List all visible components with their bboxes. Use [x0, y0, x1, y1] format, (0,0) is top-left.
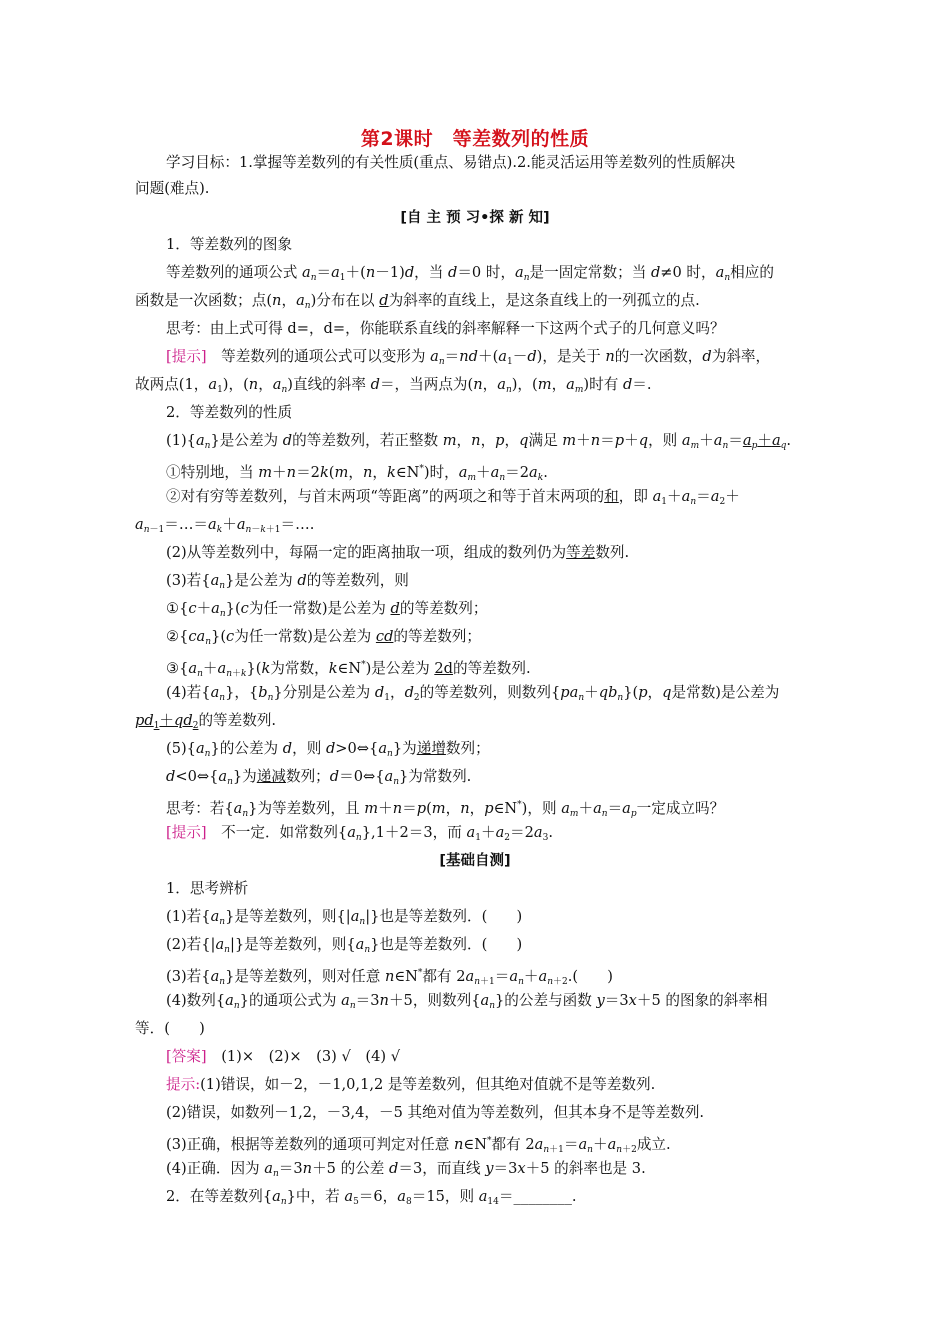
question-item: (3)若$\{a_n\}$是等差数列，则对任意 n∈N*都有 $2a_{n+1}=a_n+a_{n+2}$.( ) [166, 968, 613, 987]
paragraph: (2)从等差数列中，每隔一定的距离抽取一项，组成的数列仍为等差数列. [166, 544, 630, 561]
hint-tag: [提示] [166, 348, 207, 365]
underlined-fill: 2d [434, 660, 453, 677]
question-item: (2)若$\{|a_n|\}$是等差数列，则$\{a_n\}$也是等差数列．( ) [166, 936, 523, 955]
answer-blank[interactable]: ________. [513, 1188, 577, 1205]
hint-tag: [提示] [166, 824, 207, 841]
paragraph: (2)错误，如数列－1,2，－3,4，－5 其绝对值为等差数列，但其本身不是等差数列. [166, 1104, 705, 1121]
paragraph: (3)正确，根据等差数列的通项可判定对任意 n∈N*都有 $2a_{n+1}=a_n+a_{n+2}$成立. [166, 1136, 671, 1155]
paragraph: $(5)\{a_n\}$的公差为 d，则 $d>0\Leftrightarrow\{a_n\}$为递增数列； [166, 740, 490, 759]
think-question-1: 思考：由上式可得 d=，d=，你能联系直线的斜率解释一下这两个式子的几何意义吗？ [166, 320, 725, 337]
paragraph: 函数是一次函数；点(n，$a_n$)分布在以 d为斜率的直线上，是这条直线上的一列孤立的点. [135, 292, 700, 311]
objectives-line-1: 学习目标：1.掌握等差数列的有关性质(重点、易错点).2.能灵活运用等差数列的性质解决 [166, 154, 736, 171]
answer-line: [答案] (1)× (2)× (3) √ (4) √ [166, 1048, 400, 1065]
hint-paragraph: [提示] 等差数列的通项公式可以变形为 $a_n=nd+(a_1-d)$，是关于 n的一次函数，d为斜率， [166, 348, 771, 367]
paragraph: ①特别地，当 m＋n＝2k(m，n，k∈N*)时，$a_m+a_n=2a_k$. [166, 464, 548, 483]
paragraph: (4)正确．因为 $a_n=3n+5$ 的公差 d＝3，而直线 y＝3x＋5 的斜率也是 3. [166, 1160, 646, 1179]
question-heading: 1．思考辨析 [166, 880, 249, 897]
underlined-fill: cd [375, 628, 394, 645]
underlined-fill: 递增 [416, 740, 446, 757]
heading-properties: 2．等差数列的性质 [166, 404, 293, 421]
hint-paragraph: [提示] 不一定．如常数列$\{a_n\},1+2=3$，而 $a_1+a_2=2a_3$. [166, 824, 553, 843]
paragraph: $①\{c+a_n\}(c$为任一常数)是公差为 d的等差数列； [166, 600, 488, 619]
underlined-fill: 递减 [256, 768, 286, 785]
question-item: 等．( ) [135, 1020, 205, 1037]
paragraph: 故两点(1，$a_1$)，(n，$a_n$)直线的斜率 d＝，当两点为(n，$a_n$)，(m，$a_m$)时有 d＝. [135, 376, 652, 395]
think-question-2: 思考：若$\{a_n\}$为等差数列，且 m＋n＝p(m，n，p∈N*)，则 $a_m+a_n=a_p$一定成立吗？ [166, 800, 725, 819]
page-title: 第2课时 等差数列的性质 [360, 128, 590, 150]
paragraph: 等差数列的通项公式 $a_n=a_1+(n-1)d$，当 d＝0 时，$a_n$是一固定常数；当 d≠0 时，$a_n$相应的 [166, 264, 774, 283]
paragraph: $d<0\Leftrightarrow\{a_n\}$为递减数列；$d=0\Leftrightarrow\{a_n\}$为常数列. [166, 768, 472, 787]
objectives-line-2: 问题(难点). [135, 180, 210, 197]
paragraph: $pd_1+qd_2$的等差数列. [135, 712, 277, 731]
paragraph: ②对有穷等差数列，与首末两项“等距离”的两项之和等于首末两项的和，即 $a_1+a_n=a_2+$ [166, 488, 740, 507]
underlined-fill: d [390, 600, 400, 617]
question-item: (1)若$\{a_n\}$是等差数列，则$\{|a_n|\}$也是等差数列．( ) [166, 908, 523, 927]
question-item: 2．在等差数列$\{a_n\}$中，若 $a_5=6$，$a_8=15$，则 $a_{14}=\_\_\_\_\_\_\_\_$. [166, 1188, 577, 1207]
paragraph: $③\{a_n+a_{n+k}\}(k$为常数，k∈N*)是公差为 2d的等差数列. [166, 660, 531, 679]
answer-tag: [答案] [166, 1048, 207, 1065]
hint-tag: 提示: [166, 1076, 201, 1093]
paragraph: (4)若$\{a_n\}$，$\{b_n\}$分别是公差为 $d_1$，$d_2$的等差数列，则数列$\{pa_n+qb_n\}(p$，q是常数)是公差为 [166, 684, 780, 703]
question-item: (4)数列$\{a_n\}$的通项公式为 $a_n=3n+5$，则数列$\{a_n\}$的公差与函数 y＝3x＋5 的图象的斜率相 [166, 992, 768, 1011]
paragraph: $②\{ca_n\}(c$为任一常数)是公差为 cd的等差数列； [166, 628, 481, 647]
paragraph: (3)若$\{a_n\}$是公差为 d的等差数列，则 [166, 572, 409, 591]
section-heading-basic: [基础自测] [439, 853, 511, 869]
underlined-fill: 等差 [566, 544, 596, 561]
paragraph: $a_{n-1}=\dots=a_k+a_{n-k+1}=\dots$. [135, 516, 315, 535]
section-heading-preview: [自 主 预 习•探 新 知] [400, 210, 550, 226]
paragraph: $(1)\{a_n\}$是公差为 d的等差数列，若正整数 m，n，p，q满足 m＋n＝p＋q，则 $a_m+a_n=a_p+a_q$. [166, 432, 792, 451]
heading-graph: 1．等差数列的图象 [166, 236, 293, 253]
underlined-fill: 和 [604, 488, 619, 505]
hint-paragraph: 提示:(1)错误，如－2，－1,0,1,2 是等差数列，但其绝对值就不是等差数列. [166, 1076, 656, 1093]
